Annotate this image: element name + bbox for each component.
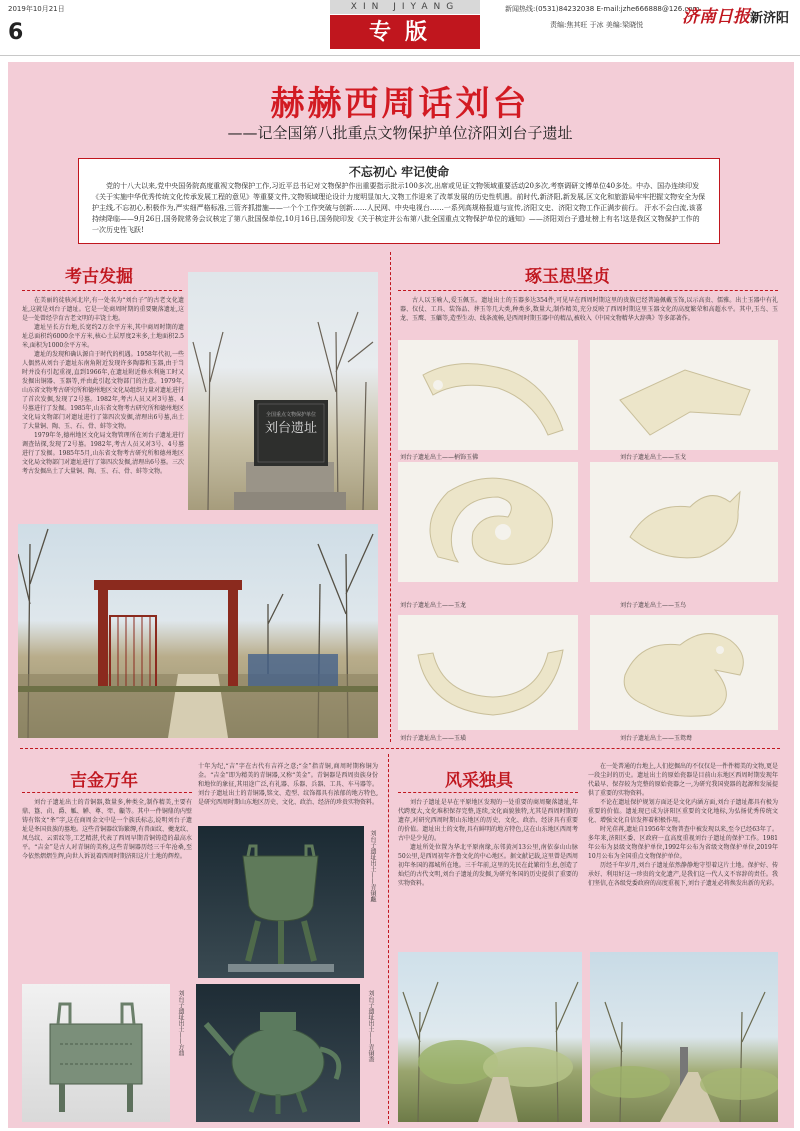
jade-photo-4 [590, 462, 778, 582]
fengcai-body-2: 在一处普通的台地上,人们挖掘出的不仅仅是一件件精美的文物,更是一段尘封的历史。遗址出土的原始瓷器是目前山东地区西周时期发现年代最早、保存较为完整的原始瓷器之一,为研究我国瓷器的起源和发展提供了重要的实物资料。 不论在遗址保护规划方面还是文化内涵方面,刘台子遗址都具有极为重要的价值。遗址现已成为济阳区重要的文化地标,为弘扬优秀传统文化、增强文化自信发挥着积极作用。 时光荏苒,遗址自1956年文物普查中被发现以来,至今已经63年了。多年来,济阳区委、区政府一直高度重视刘台子遗址的保护工作。1981年公布为县级文物保护单位,1992年公布为省级文物保护单位,2019年10月公布为全国重点文物保护单位。 历经千年岁月,刘台子遗址依然静静地守望着这片土地。保护好、传承好、利用好这一珍贵的文化遗产,是我们这一代人义不容辞的责任。我们坚信,在各级党委政府的高度重视下,刘台子遗址必将焕发出新的光彩。 [588, 763, 778, 887]
bronze-caption-yan: 刘台子遗址出土——青铜甗 [369, 830, 376, 902]
bronze-photo-he [196, 984, 360, 1122]
stele-photo [188, 272, 378, 510]
bronze-body-1: 刘台子遗址出土的青铜器,数量多,种类全,制作精美,主要有鼎、簋、卣、爵、觚、觯、尊、斝、甗等。其中一件铜鼎的内壁铸有铭文“夆”字,这在商周金文中是一个族氏标志,说明刘台子遗址是夆国贵族的墓地。这些青铜器纹饰繁缛,有兽面纹、夔龙纹、凤鸟纹、云雷纹等,工艺精湛,代表了西周早期青铜铸造的最高水平。“吉金”是古人对青铜的美称,这些青铜器历经三千年沧桑,至今依然熠熠生辉,向世人诉说着西周时期济阳这片土地的辉煌。 [22, 799, 192, 860]
jade-body: 古人以玉喻人,爱玉佩玉。遗址出土的玉器多达354件,可见早在西周时期这里的贵族已经普遍佩戴玉饰,以示高贵、儒雅。出土玉器中有礼器、仪仗、工具、装饰品、葬玉等几大类,种类多,数量大,制作精美,充分反映了西周时期这里玉器文化的高度繁荣和高超水平。其中,玉鸟、玉龙、玉鹰、玉觿等,造型生动、线条流畅,是西周时期玉器中的精品,被收入《中国文物精华大辞典》等多部著作。 [400, 297, 778, 322]
jade-photo-6 [590, 615, 778, 730]
section-heading-kaogu: 考古发掘 [65, 267, 133, 287]
hotline-text: 新闻热线:(0531)84232038 E-mail:jzhe666888@126.com [505, 5, 700, 13]
heading-rule [398, 792, 578, 793]
jade-caption-2: 刘台子遗址出土——玉戈 [620, 454, 687, 461]
page-number: 6 [8, 20, 24, 45]
intro-heading: 不忘初心 牢记使命 [348, 165, 450, 179]
gate-photo [18, 524, 378, 738]
column-label: 专版 [330, 15, 480, 49]
jade-caption-6: 刘台子遗址出土——玉鸳鸯 [620, 735, 693, 742]
bronze-caption-he: 刘台子遗址出土——青铜盉 [367, 990, 374, 1062]
section-heading-bronze: 吉金万年 [70, 771, 138, 791]
row-divider [20, 748, 780, 749]
stele-inscription: 刘台遗址 [264, 421, 318, 436]
jade-photo-5 [398, 615, 578, 730]
stele-subinscription: 全国重点文物保护单位 [265, 412, 317, 418]
jade-photo-2 [590, 340, 778, 450]
section-heading-fengcai: 风采独具 [445, 771, 513, 791]
fengcai-body-1: 刘台子遗址是早在平原地区发现的一处重要的商周聚落遗址,年代跨度大,文化堆积保存完整,连续,文化面貌独特,尤其是西周时期的遗存,对研究西周时期山东地区的历史、文化、政治、经济具有重要的价值。遗址出土的文物,具有鲜明的地方特色,这在山东地区西周考古中是少见的。 遗址所处位置为华北平原南缘,东邻黄河13公里,南依泰山山脉50公里,是西周初年齐鲁文化的中心地区。据文献记载,这里曾是西周初年夆国的都城所在地。三千年前,这里的先民在此繁衍生息,创造了灿烂的古代文明,刘台子遗址的发掘,为研究夆国的历史提供了重要的实物资料。 [398, 799, 578, 887]
heading-rule [22, 792, 192, 793]
jade-photo-3 [398, 462, 578, 582]
bronze-photo-ding [22, 984, 170, 1122]
section-heading-jade: 琢玉思坚贞 [525, 267, 610, 287]
column-divider-lower [388, 754, 389, 1124]
newspaper-logo: 济南日报新济阳 [682, 7, 790, 27]
park-photo-1 [398, 952, 582, 1122]
editor-credits: 责编:焦其旺 于冰 美编:梁晓悦 [550, 21, 644, 29]
bronze-body-2: 十年为纪,“吉”字在古代有吉祥之意;“金”指青铜,商周时期称铜为金。“吉金”即为精美的青铜器,又称“美金”。青铜器是西周贵族身份和地位的象征,其用途广泛,有礼器、乐器、兵器、工具、车马器等。刘台子遗址出土的青铜器,铭文、造型、纹饰都具有浓郁的地方特色,是研究西周时期山东地区历史、文化、政治、经济的珍贵实物资料。 [198, 763, 378, 806]
jade-caption-5: 刘台子遗址出土——玉璜 [400, 735, 467, 742]
column-divider [390, 252, 391, 742]
jade-caption-3: 刘台子遗址出土——玉龙 [400, 602, 467, 609]
bronze-caption-ding: 刘台子遗址出土——方鼎 [177, 990, 184, 1056]
bronze-photo-yan [198, 826, 364, 978]
jade-caption-4: 刘台子遗址出土——玉鸟 [620, 602, 687, 609]
park-photo-2 [590, 952, 778, 1122]
jade-caption-1: 刘台子遗址出土——柄饰玉佛 [400, 454, 479, 461]
heading-rule [398, 290, 778, 291]
kaogu-body: 在美丽的徒骇河北岸,有一处名为“刘台子”的古老文化遗址,这就是刘台子遗址。它是一处商周时期的重要聚落遗址,这是一处曾经孕育古老文明的丰饶土地。 遗址呈长方台地,长宽约2万余平方米,其中商周时期的遗址总面积约6000余平方米,核心土层厚度2米多,土地面积2.5米,面积为1000余平方米。 遗址的发现和确认源自于时代的机遇。1958年代初,一些人偶然从刘台子遗址东南角附近发现许多陶器和玉器,由于当时并没有引起重视,直到1966年,在遗址附近修水利施工时又发掘出铜器、玉器等,并由此引起文物部门的注意。1979年,山东省文物考古研究所和德州地区文化局组织力量对遗址进行了首次发掘,发现了2号墓。1982年,考古人员又对3号墓、4号墓进行了发掘。1985年,山东省文物考古研究所和德州地区文化局文物部门对遗址进行了第四次发掘,清理出6号墓,出土了大量铜、陶、玉、石、骨、蚌等文物。 1979年冬,德州地区文化局文物管理所在刘台子遗址进行调查钻探,发现了2号墓。1982年,考古人员又对3号、4号墓进行了发掘。1985年5月,山东省文物考古研究所和德州地区文化局文物部门对遗址进行了第四次发掘,清理出6号墓。三次考古发掘出土了大量铜、陶、玉、石、骨、蚌等文物。 [22, 297, 184, 475]
page-title: 赫赫西周话刘台 [270, 84, 530, 124]
jade-photo-1 [398, 340, 578, 450]
pinyin-banner: XIN JIYANG [330, 0, 480, 14]
page-subtitle: ——记全国第八批重点文物保护单位济阳刘台子遗址 [227, 124, 573, 142]
intro-text: 党的十八大以来,党中央国务院高度重视文物保护工作,习近平总书记对文物保护作出重要指示批示100多次,出席或见证文物领域重要活动20多次,考察调研文博单位40多处。中办、国办连续印发《关于实施中华优秀传统文化传承发展工程的意见》等重要文件,文物领域理论设计力度明显加大,文物工作迎来了改革发展的历史性机遇。前时代,新济阳,新发展,区文化和旅游局牢牢把握文物安全为保护主线,不忘初心,积极作为,严实细严格标准,三管齐抓措施——一个个工作突破与创新……人民网、中央电视台……一系列高规格报道与宣传,济阳文史、济阳文物工作正满步前行。 汗水不会白流,该喜持续降临——9月26日,国务院常务会议核定了第八批国保单位,10月16日,国务院印发《关于核定并公布第八批全国重点文物保护单位的通知》——济阳刘台子遗址榜上有名!这是我区文物保护工作的一次历史性飞跃! [92, 182, 706, 234]
heading-rule [22, 290, 182, 291]
issue-date: 2019年10月21日 [8, 5, 65, 13]
